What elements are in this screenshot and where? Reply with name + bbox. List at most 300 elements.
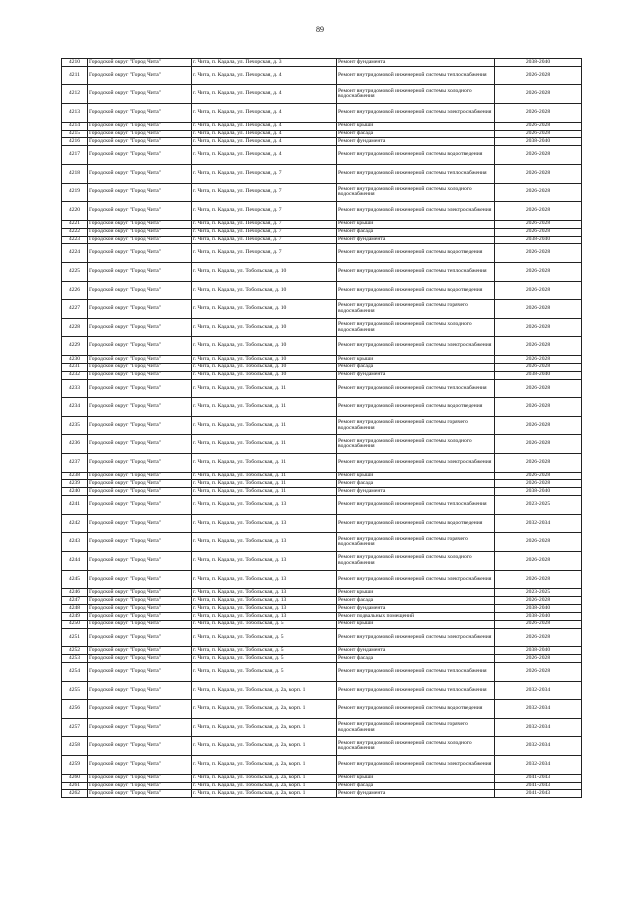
- municipality-cell: Городской округ "Город Чита": [88, 281, 192, 300]
- row-number-cell: 4232: [62, 371, 88, 379]
- work-type-cell: Ремонт подвальных помещений: [337, 612, 495, 620]
- table-row: [62, 620, 582, 628]
- period-cell: 2032-2034: [495, 681, 582, 700]
- address-cell: г. Чита, п. Кадала, ул. Печорская, д. 4: [192, 85, 337, 104]
- address-cell: г. Чита, п. Кадала, ул. Тобольская, д. 13: [192, 605, 337, 613]
- row-number-cell: 4216: [62, 138, 88, 146]
- table-row: [62, 228, 582, 236]
- work-type-cell: Ремонт фундамента: [337, 790, 495, 798]
- table-row: [62, 628, 582, 647]
- table-row: [62, 435, 582, 454]
- municipality-cell: Городской округ "Город Чита": [88, 164, 192, 183]
- address-cell: г. Чита, п. Кадала, ул. Печорская, д. 7: [192, 202, 337, 221]
- work-type-cell: Ремонт крыши: [337, 122, 495, 130]
- row-number-cell: 4238: [62, 472, 88, 480]
- table-row: [62, 183, 582, 202]
- work-type-cell: Ремонт фасада: [337, 655, 495, 663]
- municipality-cell: Городской округ "Город Чита": [88, 488, 192, 496]
- period-cell: 2026-2028: [495, 379, 582, 398]
- address-cell: г. Чита, п. Кадала, ул. Тобольская, д. 10: [192, 318, 337, 337]
- row-number-cell: 4258: [62, 737, 88, 756]
- row-number-cell: 4227: [62, 300, 88, 319]
- work-type-cell: Ремонт внутридомовой инженерной системы водоотведения: [337, 281, 495, 300]
- address-cell: г. Чита, п. Кадала, ул. Тобольская, д. 10: [192, 300, 337, 319]
- table-row: [62, 496, 582, 515]
- period-cell: 2038-2040: [495, 138, 582, 146]
- table-row: [62, 597, 582, 605]
- address-cell: г. Чита, п. Кадала, ул. Печорская, д. 3: [192, 59, 337, 67]
- address-cell: г. Чита, п. Кадала, ул. Тобольская, д. 13: [192, 570, 337, 589]
- municipality-cell: Городской округ "Город Чита": [88, 782, 192, 790]
- period-cell: 2026-2028: [495, 454, 582, 473]
- table-row: [62, 371, 582, 379]
- table-row: [62, 202, 582, 221]
- table-row: [62, 790, 582, 798]
- municipality-cell: Городской округ "Город Чита": [88, 85, 192, 104]
- work-type-cell: Ремонт внутридомовой инженерной системы теплоснабжения: [337, 496, 495, 515]
- period-cell: 2038-2040: [495, 59, 582, 67]
- work-type-cell: Ремонт крыши: [337, 589, 495, 597]
- table-row: [62, 164, 582, 183]
- period-cell: 2026-2028: [495, 104, 582, 123]
- period-cell: 2026-2028: [495, 533, 582, 552]
- row-number-cell: 4229: [62, 337, 88, 356]
- row-number-cell: 4241: [62, 496, 88, 515]
- row-number-cell: 4214: [62, 122, 88, 130]
- row-number-cell: 4246: [62, 589, 88, 597]
- work-type-cell: Ремонт внутридомовой инженерной системы водоотведения: [337, 244, 495, 263]
- work-type-cell: Ремонт внутридомовой инженерной системы горячего водоснабжения: [337, 533, 495, 552]
- work-type-cell: Ремонт внутридомовой инженерной системы холодного водоснабжения: [337, 435, 495, 454]
- municipality-cell: Городской округ "Город Чита": [88, 620, 192, 628]
- municipality-cell: Городской округ "Город Чита": [88, 605, 192, 613]
- work-type-cell: Ремонт внутридомовой инженерной системы горячего водоснабжения: [337, 300, 495, 319]
- address-cell: г. Чита, п. Кадала, ул. Тобольская, д. 10: [192, 363, 337, 371]
- row-number-cell: 4243: [62, 533, 88, 552]
- period-cell: 2038-2040: [495, 605, 582, 613]
- municipality-cell: Городской округ "Город Чита": [88, 146, 192, 165]
- row-number-cell: 4223: [62, 236, 88, 244]
- work-type-cell: Ремонт внутридомовой инженерной системы холодного водоснабжения: [337, 183, 495, 202]
- address-cell: г. Чита, п. Кадала, ул. Тобольская, д. 5: [192, 620, 337, 628]
- municipality-cell: Городской округ "Город Чита": [88, 454, 192, 473]
- municipality-cell: Городской округ "Город Чита": [88, 379, 192, 398]
- work-type-cell: Ремонт внутридомовой инженерной системы водоотведения: [337, 514, 495, 533]
- period-cell: 2026-2028: [495, 318, 582, 337]
- period-cell: 2026-2028: [495, 416, 582, 435]
- work-type-cell: Ремонт внутридомовой инженерной системы холодного водоснабжения: [337, 737, 495, 756]
- period-cell: 2041-2043: [495, 790, 582, 798]
- address-cell: г. Чита, п. Кадала, ул. Печорская, д. 4: [192, 66, 337, 85]
- table-row: [62, 737, 582, 756]
- work-type-cell: Ремонт фундамента: [337, 605, 495, 613]
- row-number-cell: 4219: [62, 183, 88, 202]
- register-table: [61, 58, 582, 798]
- municipality-cell: Городской округ "Город Чита": [88, 435, 192, 454]
- table-row: [62, 363, 582, 371]
- table-row: [62, 655, 582, 663]
- table-row: [62, 337, 582, 356]
- row-number-cell: 4254: [62, 663, 88, 682]
- table-row: [62, 454, 582, 473]
- municipality-cell: Городской округ "Город Чита": [88, 655, 192, 663]
- municipality-cell: Городской округ "Город Чита": [88, 681, 192, 700]
- row-number-cell: 4225: [62, 262, 88, 281]
- period-cell: 2038-2040: [495, 236, 582, 244]
- period-cell: 2026-2028: [495, 130, 582, 138]
- municipality-cell: Городской округ "Город Чита": [88, 122, 192, 130]
- address-cell: г. Чита, п. Кадала, ул. Тобольская, д. 2а, корп. 1: [192, 790, 337, 798]
- address-cell: г. Чита, п. Кадала, ул. Печорская, д. 7: [192, 236, 337, 244]
- row-number-cell: 4237: [62, 454, 88, 473]
- period-cell: 2026-2028: [495, 262, 582, 281]
- work-type-cell: Ремонт фундамента: [337, 371, 495, 379]
- period-cell: 2038-2040: [495, 647, 582, 655]
- period-cell: 2026-2028: [495, 435, 582, 454]
- period-cell: 2026-2028: [495, 663, 582, 682]
- work-type-cell: Ремонт внутридомовой инженерной системы электроснабжения: [337, 570, 495, 589]
- period-cell: 2026-2028: [495, 66, 582, 85]
- row-number-cell: 4259: [62, 756, 88, 775]
- table-row: [62, 533, 582, 552]
- work-type-cell: Ремонт внутридомовой инженерной системы теплоснабжения: [337, 262, 495, 281]
- address-cell: г. Чита, п. Кадала, ул. Тобольская, д. 13: [192, 533, 337, 552]
- period-cell: 2038-2040: [495, 488, 582, 496]
- municipality-cell: Городской округ "Город Чита": [88, 737, 192, 756]
- municipality-cell: Городской округ "Город Чита": [88, 398, 192, 417]
- row-number-cell: 4228: [62, 318, 88, 337]
- work-type-cell: Ремонт крыши: [337, 774, 495, 782]
- work-type-cell: Ремонт внутридомовой инженерной системы холодного водоснабжения: [337, 552, 495, 571]
- municipality-cell: Городской округ "Город Чита": [88, 774, 192, 782]
- address-cell: г. Чита, п. Кадала, ул. Тобольская, д. 13: [192, 589, 337, 597]
- period-cell: 2026-2028: [495, 220, 582, 228]
- row-number-cell: 4260: [62, 774, 88, 782]
- table-row: [62, 138, 582, 146]
- address-cell: г. Чита, п. Кадала, ул. Печорская, д. 4: [192, 130, 337, 138]
- work-type-cell: Ремонт фундамента: [337, 138, 495, 146]
- period-cell: 2026-2028: [495, 570, 582, 589]
- row-number-cell: 4236: [62, 435, 88, 454]
- table-row: [62, 514, 582, 533]
- municipality-cell: Городской округ "Город Чита": [88, 472, 192, 480]
- period-cell: 2026-2028: [495, 620, 582, 628]
- municipality-cell: Городской округ "Город Чита": [88, 355, 192, 363]
- table-row: [62, 236, 582, 244]
- work-type-cell: Ремонт фундамента: [337, 59, 495, 67]
- address-cell: г. Чита, п. Кадала, ул. Тобольская, д. 2а, корп. 1: [192, 700, 337, 719]
- address-cell: г. Чита, п. Кадала, ул. Тобольская, д. 10: [192, 281, 337, 300]
- work-type-cell: Ремонт фасада: [337, 130, 495, 138]
- row-number-cell: 4233: [62, 379, 88, 398]
- municipality-cell: Городской округ "Город Чита": [88, 533, 192, 552]
- work-type-cell: Ремонт внутридомовой инженерной системы электроснабжения: [337, 337, 495, 356]
- register-table-body: [62, 59, 582, 798]
- row-number-cell: 4230: [62, 355, 88, 363]
- address-cell: г. Чита, п. Кадала, ул. Печорская, д. 4: [192, 146, 337, 165]
- municipality-cell: Городской округ "Город Чита": [88, 552, 192, 571]
- table-row: [62, 220, 582, 228]
- row-number-cell: 4212: [62, 85, 88, 104]
- period-cell: 2026-2028: [495, 655, 582, 663]
- work-type-cell: Ремонт крыши: [337, 220, 495, 228]
- municipality-cell: Городской округ "Город Чита": [88, 318, 192, 337]
- municipality-cell: Городской округ "Город Чита": [88, 647, 192, 655]
- period-cell: 2026-2028: [495, 480, 582, 488]
- municipality-cell: Городской округ "Город Чита": [88, 300, 192, 319]
- municipality-cell: Городской округ "Город Чита": [88, 718, 192, 737]
- municipality-cell: Городской округ "Город Чита": [88, 337, 192, 356]
- table-row: [62, 488, 582, 496]
- municipality-cell: Городской округ "Город Чита": [88, 612, 192, 620]
- municipality-cell: Городской округ "Город Чита": [88, 628, 192, 647]
- table-row: [62, 570, 582, 589]
- row-number-cell: 4257: [62, 718, 88, 737]
- address-cell: г. Чита, п. Кадала, ул. Тобольская, д. 2а, корп. 1: [192, 737, 337, 756]
- table-row: [62, 782, 582, 790]
- address-cell: г. Чита, п. Кадала, ул. Печорская, д. 7: [192, 244, 337, 263]
- table-row: [62, 66, 582, 85]
- address-cell: г. Чита, п. Кадала, ул. Тобольская, д. 2а, корп. 1: [192, 681, 337, 700]
- period-cell: 2032-2034: [495, 514, 582, 533]
- table-row: [62, 756, 582, 775]
- address-cell: г. Чита, п. Кадала, ул. Тобольская, д. 11: [192, 472, 337, 480]
- row-number-cell: 4221: [62, 220, 88, 228]
- period-cell: 2041-2043: [495, 774, 582, 782]
- row-number-cell: 4211: [62, 66, 88, 85]
- row-number-cell: 4218: [62, 164, 88, 183]
- work-type-cell: Ремонт фасада: [337, 782, 495, 790]
- work-type-cell: Ремонт внутридомовой инженерной системы водоотведения: [337, 700, 495, 719]
- work-type-cell: Ремонт фасада: [337, 363, 495, 371]
- municipality-cell: Городской округ "Город Чита": [88, 130, 192, 138]
- address-cell: г. Чита, п. Кадала, ул. Тобольская, д. 2а, корп. 1: [192, 718, 337, 737]
- address-cell: г. Чита, п. Кадала, ул. Тобольская, д. 10: [192, 355, 337, 363]
- work-type-cell: Ремонт внутридомовой инженерной системы электроснабжения: [337, 756, 495, 775]
- address-cell: г. Чита, п. Кадала, ул. Тобольская, д. 2а, корп. 1: [192, 782, 337, 790]
- work-type-cell: Ремонт фундамента: [337, 647, 495, 655]
- work-type-cell: Ремонт внутридомовой инженерной системы холодного водоснабжения: [337, 85, 495, 104]
- work-type-cell: Ремонт крыши: [337, 620, 495, 628]
- work-type-cell: Ремонт внутридомовой инженерной системы горячего водоснабжения: [337, 718, 495, 737]
- work-type-cell: Ремонт внутридомовой инженерной системы холодного водоснабжения: [337, 318, 495, 337]
- period-cell: 2038-2040: [495, 612, 582, 620]
- period-cell: 2023-2025: [495, 496, 582, 515]
- municipality-cell: Городской округ "Город Чита": [88, 138, 192, 146]
- address-cell: г. Чита, п. Кадала, ул. Тобольская, д. 13: [192, 612, 337, 620]
- address-cell: г. Чита, п. Кадала, ул. Печорская, д. 7: [192, 183, 337, 202]
- municipality-cell: Городской округ "Город Чита": [88, 496, 192, 515]
- table-row: [62, 244, 582, 263]
- address-cell: г. Чита, п. Кадала, ул. Печорская, д. 7: [192, 164, 337, 183]
- work-type-cell: Ремонт внутридомовой инженерной системы водоотведения: [337, 398, 495, 417]
- row-number-cell: 4242: [62, 514, 88, 533]
- row-number-cell: 4240: [62, 488, 88, 496]
- address-cell: г. Чита, п. Кадала, ул. Тобольская, д. 13: [192, 496, 337, 515]
- row-number-cell: 4231: [62, 363, 88, 371]
- period-cell: 2026-2028: [495, 300, 582, 319]
- table-row: [62, 104, 582, 123]
- row-number-cell: 4255: [62, 681, 88, 700]
- work-type-cell: Ремонт внутридомовой инженерной системы теплоснабжения: [337, 66, 495, 85]
- table-row: [62, 416, 582, 435]
- table-row: [62, 262, 582, 281]
- municipality-cell: Городской округ "Город Чита": [88, 371, 192, 379]
- row-number-cell: 4256: [62, 700, 88, 719]
- address-cell: г. Чита, п. Кадала, ул. Тобольская, д. 13: [192, 597, 337, 605]
- municipality-cell: Городской округ "Город Чита": [88, 220, 192, 228]
- period-cell: 2026-2028: [495, 552, 582, 571]
- address-cell: г. Чита, п. Кадала, ул. Тобольская, д. 11: [192, 454, 337, 473]
- table-row: [62, 281, 582, 300]
- period-cell: 2026-2028: [495, 597, 582, 605]
- address-cell: г. Чита, п. Кадала, ул. Тобольская, д. 10: [192, 371, 337, 379]
- address-cell: г. Чита, п. Кадала, ул. Тобольская, д. 13: [192, 552, 337, 571]
- row-number-cell: 4224: [62, 244, 88, 263]
- period-cell: 2026-2028: [495, 146, 582, 165]
- row-number-cell: 4213: [62, 104, 88, 123]
- address-cell: г. Чита, п. Кадала, ул. Печорская, д. 7: [192, 228, 337, 236]
- address-cell: г. Чита, п. Кадала, ул. Тобольская, д. 10: [192, 337, 337, 356]
- address-cell: г. Чита, п. Кадала, ул. Тобольская, д. 2а, корп. 1: [192, 774, 337, 782]
- table-row: [62, 718, 582, 737]
- work-type-cell: Ремонт внутридомовой инженерной системы электроснабжения: [337, 104, 495, 123]
- municipality-cell: Городской округ "Город Чита": [88, 589, 192, 597]
- address-cell: г. Чита, п. Кадала, ул. Тобольская, д. 11: [192, 416, 337, 435]
- table-row: [62, 612, 582, 620]
- period-cell: 2026-2028: [495, 244, 582, 263]
- work-type-cell: Ремонт внутридомовой инженерной системы водоотведения: [337, 146, 495, 165]
- municipality-cell: Городской округ "Город Чита": [88, 416, 192, 435]
- row-number-cell: 4245: [62, 570, 88, 589]
- address-cell: г. Чита, п. Кадала, ул. Печорская, д. 4: [192, 122, 337, 130]
- row-number-cell: 4239: [62, 480, 88, 488]
- municipality-cell: Городской округ "Город Чита": [88, 790, 192, 798]
- table-row: [62, 589, 582, 597]
- municipality-cell: Городской округ "Город Чита": [88, 663, 192, 682]
- work-type-cell: Ремонт внутридомовой инженерной системы электроснабжения: [337, 202, 495, 221]
- table-row: [62, 663, 582, 682]
- period-cell: 2026-2028: [495, 628, 582, 647]
- table-row: [62, 552, 582, 571]
- address-cell: г. Чита, п. Кадала, ул. Тобольская, д. 5: [192, 647, 337, 655]
- municipality-cell: Городской округ "Город Чита": [88, 104, 192, 123]
- row-number-cell: 4249: [62, 612, 88, 620]
- address-cell: г. Чита, п. Кадала, ул. Тобольская, д. 5: [192, 628, 337, 647]
- municipality-cell: Городской округ "Город Чита": [88, 183, 192, 202]
- row-number-cell: 4252: [62, 647, 88, 655]
- municipality-cell: Городской округ "Город Чита": [88, 570, 192, 589]
- work-type-cell: Ремонт фасада: [337, 228, 495, 236]
- row-number-cell: 4247: [62, 597, 88, 605]
- row-number-cell: 4261: [62, 782, 88, 790]
- period-cell: 2032-2034: [495, 756, 582, 775]
- table-row: [62, 85, 582, 104]
- row-number-cell: 4210: [62, 59, 88, 67]
- row-number-cell: 4222: [62, 228, 88, 236]
- row-number-cell: 4215: [62, 130, 88, 138]
- address-cell: г. Чита, п. Кадала, ул. Тобольская, д. 5: [192, 663, 337, 682]
- work-type-cell: Ремонт внутридомовой инженерной системы теплоснабжения: [337, 663, 495, 682]
- period-cell: 2026-2028: [495, 472, 582, 480]
- work-type-cell: Ремонт крыши: [337, 355, 495, 363]
- work-type-cell: Ремонт крыши: [337, 472, 495, 480]
- row-number-cell: 4248: [62, 605, 88, 613]
- address-cell: г. Чита, п. Кадала, ул. Печорская, д. 7: [192, 220, 337, 228]
- municipality-cell: Городской округ "Город Чита": [88, 236, 192, 244]
- table-row: [62, 355, 582, 363]
- address-cell: г. Чита, п. Кадала, ул. Тобольская, д. 2а, корп. 1: [192, 756, 337, 775]
- table-row: [62, 605, 582, 613]
- municipality-cell: Городской округ "Город Чита": [88, 244, 192, 263]
- address-cell: г. Чита, п. Кадала, ул. Тобольская, д. 11: [192, 480, 337, 488]
- work-type-cell: Ремонт фасада: [337, 597, 495, 605]
- period-cell: 2026-2028: [495, 202, 582, 221]
- period-cell: 2026-2028: [495, 281, 582, 300]
- row-number-cell: 4262: [62, 790, 88, 798]
- table-row: [62, 122, 582, 130]
- address-cell: г. Чита, п. Кадала, ул. Тобольская, д. 5: [192, 655, 337, 663]
- period-cell: 2032-2034: [495, 737, 582, 756]
- row-number-cell: 4234: [62, 398, 88, 417]
- period-cell: 2026-2028: [495, 398, 582, 417]
- municipality-cell: Городской округ "Город Чита": [88, 59, 192, 67]
- address-cell: г. Чита, п. Кадала, ул. Тобольская, д. 11: [192, 379, 337, 398]
- municipality-cell: Городской округ "Город Чита": [88, 597, 192, 605]
- municipality-cell: Городской округ "Город Чита": [88, 363, 192, 371]
- period-cell: 2032-2034: [495, 718, 582, 737]
- municipality-cell: Городской округ "Город Чита": [88, 202, 192, 221]
- address-cell: г. Чита, п. Кадала, ул. Тобольская, д. 10: [192, 262, 337, 281]
- period-cell: 2026-2028: [495, 183, 582, 202]
- period-cell: 2026-2028: [495, 228, 582, 236]
- municipality-cell: Городской округ "Город Чита": [88, 66, 192, 85]
- table-row: [62, 774, 582, 782]
- municipality-cell: Городской округ "Город Чита": [88, 480, 192, 488]
- table-row: [62, 647, 582, 655]
- period-cell: 2026-2028: [495, 164, 582, 183]
- period-cell: 2041-2043: [495, 782, 582, 790]
- address-cell: г. Чита, п. Кадала, ул. Тобольская, д. 11: [192, 398, 337, 417]
- work-type-cell: Ремонт внутридомовой инженерной системы теплоснабжения: [337, 681, 495, 700]
- address-cell: г. Чита, п. Кадала, ул. Печорская, д. 4: [192, 138, 337, 146]
- row-number-cell: 4253: [62, 655, 88, 663]
- address-cell: г. Чита, п. Кадала, ул. Тобольская, д. 11: [192, 435, 337, 454]
- table-row: [62, 146, 582, 165]
- period-cell: 2026-2028: [495, 355, 582, 363]
- table-row: [62, 59, 582, 67]
- work-type-cell: Ремонт фундамента: [337, 236, 495, 244]
- row-number-cell: 4217: [62, 146, 88, 165]
- period-cell: 2026-2028: [495, 122, 582, 130]
- table-row: [62, 700, 582, 719]
- municipality-cell: Городской округ "Город Чита": [88, 228, 192, 236]
- row-number-cell: 4220: [62, 202, 88, 221]
- municipality-cell: Городской округ "Город Чита": [88, 700, 192, 719]
- table-row: [62, 681, 582, 700]
- period-cell: 2023-2025: [495, 589, 582, 597]
- row-number-cell: 4250: [62, 620, 88, 628]
- period-cell: 2026-2028: [495, 337, 582, 356]
- period-cell: 2032-2034: [495, 700, 582, 719]
- work-type-cell: Ремонт внутридомовой инженерной системы горячего водоснабжения: [337, 416, 495, 435]
- period-cell: 2038-2040: [495, 371, 582, 379]
- address-cell: г. Чита, п. Кадала, ул. Тобольская, д. 13: [192, 514, 337, 533]
- table-row: [62, 379, 582, 398]
- municipality-cell: Городской округ "Город Чита": [88, 262, 192, 281]
- work-type-cell: Ремонт внутридомовой инженерной системы электроснабжения: [337, 628, 495, 647]
- period-cell: 2026-2028: [495, 85, 582, 104]
